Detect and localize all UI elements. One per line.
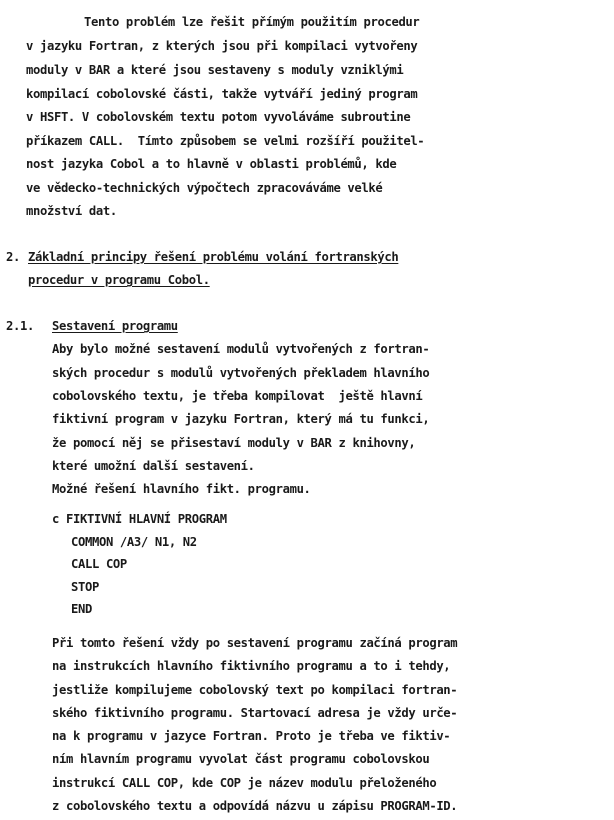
intro-line: množství dat. [26,204,117,218]
section-2-1-number: 2.1. [6,319,34,333]
body-line: ním hlavním programu vyvolat část programu cobolovskou [52,752,430,766]
body-line: z cobolovského textu a odpovídá názvu u zápisu PROGRAM-ID. [52,799,458,813]
section-2-title: procedur v programu Cobol. [28,273,210,287]
intro-line: nost jazyka Cobol a to hlavně v oblasti problémů, kde [26,157,397,171]
body-line: ského fiktivního programu. Startovací adresa je vždy urče- [52,706,458,720]
code-line: c FIKTIVNÍ HLAVNÍ PROGRAM [52,512,227,526]
intro-line: moduly v BAR a které jsou sestaveny s moduly vzniklými [26,63,404,77]
intro-line: ve vědecko-technických výpočtech zpracováváme velké [26,181,383,195]
intro-line: kompilací cobolovské části, takže vytváří jediný program [26,87,418,101]
intro-line: Tento problém lze řešit přímým použitím procedur [84,15,420,29]
body-line: cobolovského textu, je třeba kompilovat ještě hlavní [52,389,423,403]
body-line: na instrukcích hlavního fiktivního programu a to i tehdy, [52,659,451,673]
body-line: na k programu v jazyce Fortran. Proto je třeba ve fiktiv- [52,729,451,743]
body-line: jestliže kompilujeme cobolovský text po kompilaci fortran- [52,683,458,697]
body-line: Možné řešení hlavního fikt. programu. [52,482,311,496]
code-line: END [71,602,92,616]
section-2-1-title: Sestavení programu [52,319,178,333]
intro-line: v jazyku Fortran, z kterých jsou při kompilaci vytvořeny [26,39,418,53]
code-line: STOP [71,580,99,594]
body-line: ských procedur s modulů vytvořených překladem hlavního [52,366,430,380]
code-line: CALL COP [71,557,127,571]
code-line: COMMON /A3/ N1, N2 [71,535,197,549]
intro-line: v HSFT. V cobolovském textu potom vyvoláváme subroutine [26,110,411,124]
body-line: Při tomto řešení vždy po sestavení programu začíná program [52,636,458,650]
section-2-title: Základní principy řešení problému volání fortranských [28,250,399,264]
body-line: fiktivní program v jazyku Fortran, který má tu funkci, [52,412,430,426]
body-line: instrukcí CALL COP, kde COP je název modulu přeloženého [52,776,437,790]
section-2-number: 2. [6,250,20,264]
body-line: které umožní další sestavení. [52,459,255,473]
body-line: Aby bylo možné sestavení modulů vytvořených z fortran- [52,342,430,356]
body-line: že pomocí něj se přisestaví moduly v BAR z knihovny, [52,436,416,450]
intro-line: příkazem CALL. Tímto způsobem se velmi rozšíří použitel- [26,134,425,148]
